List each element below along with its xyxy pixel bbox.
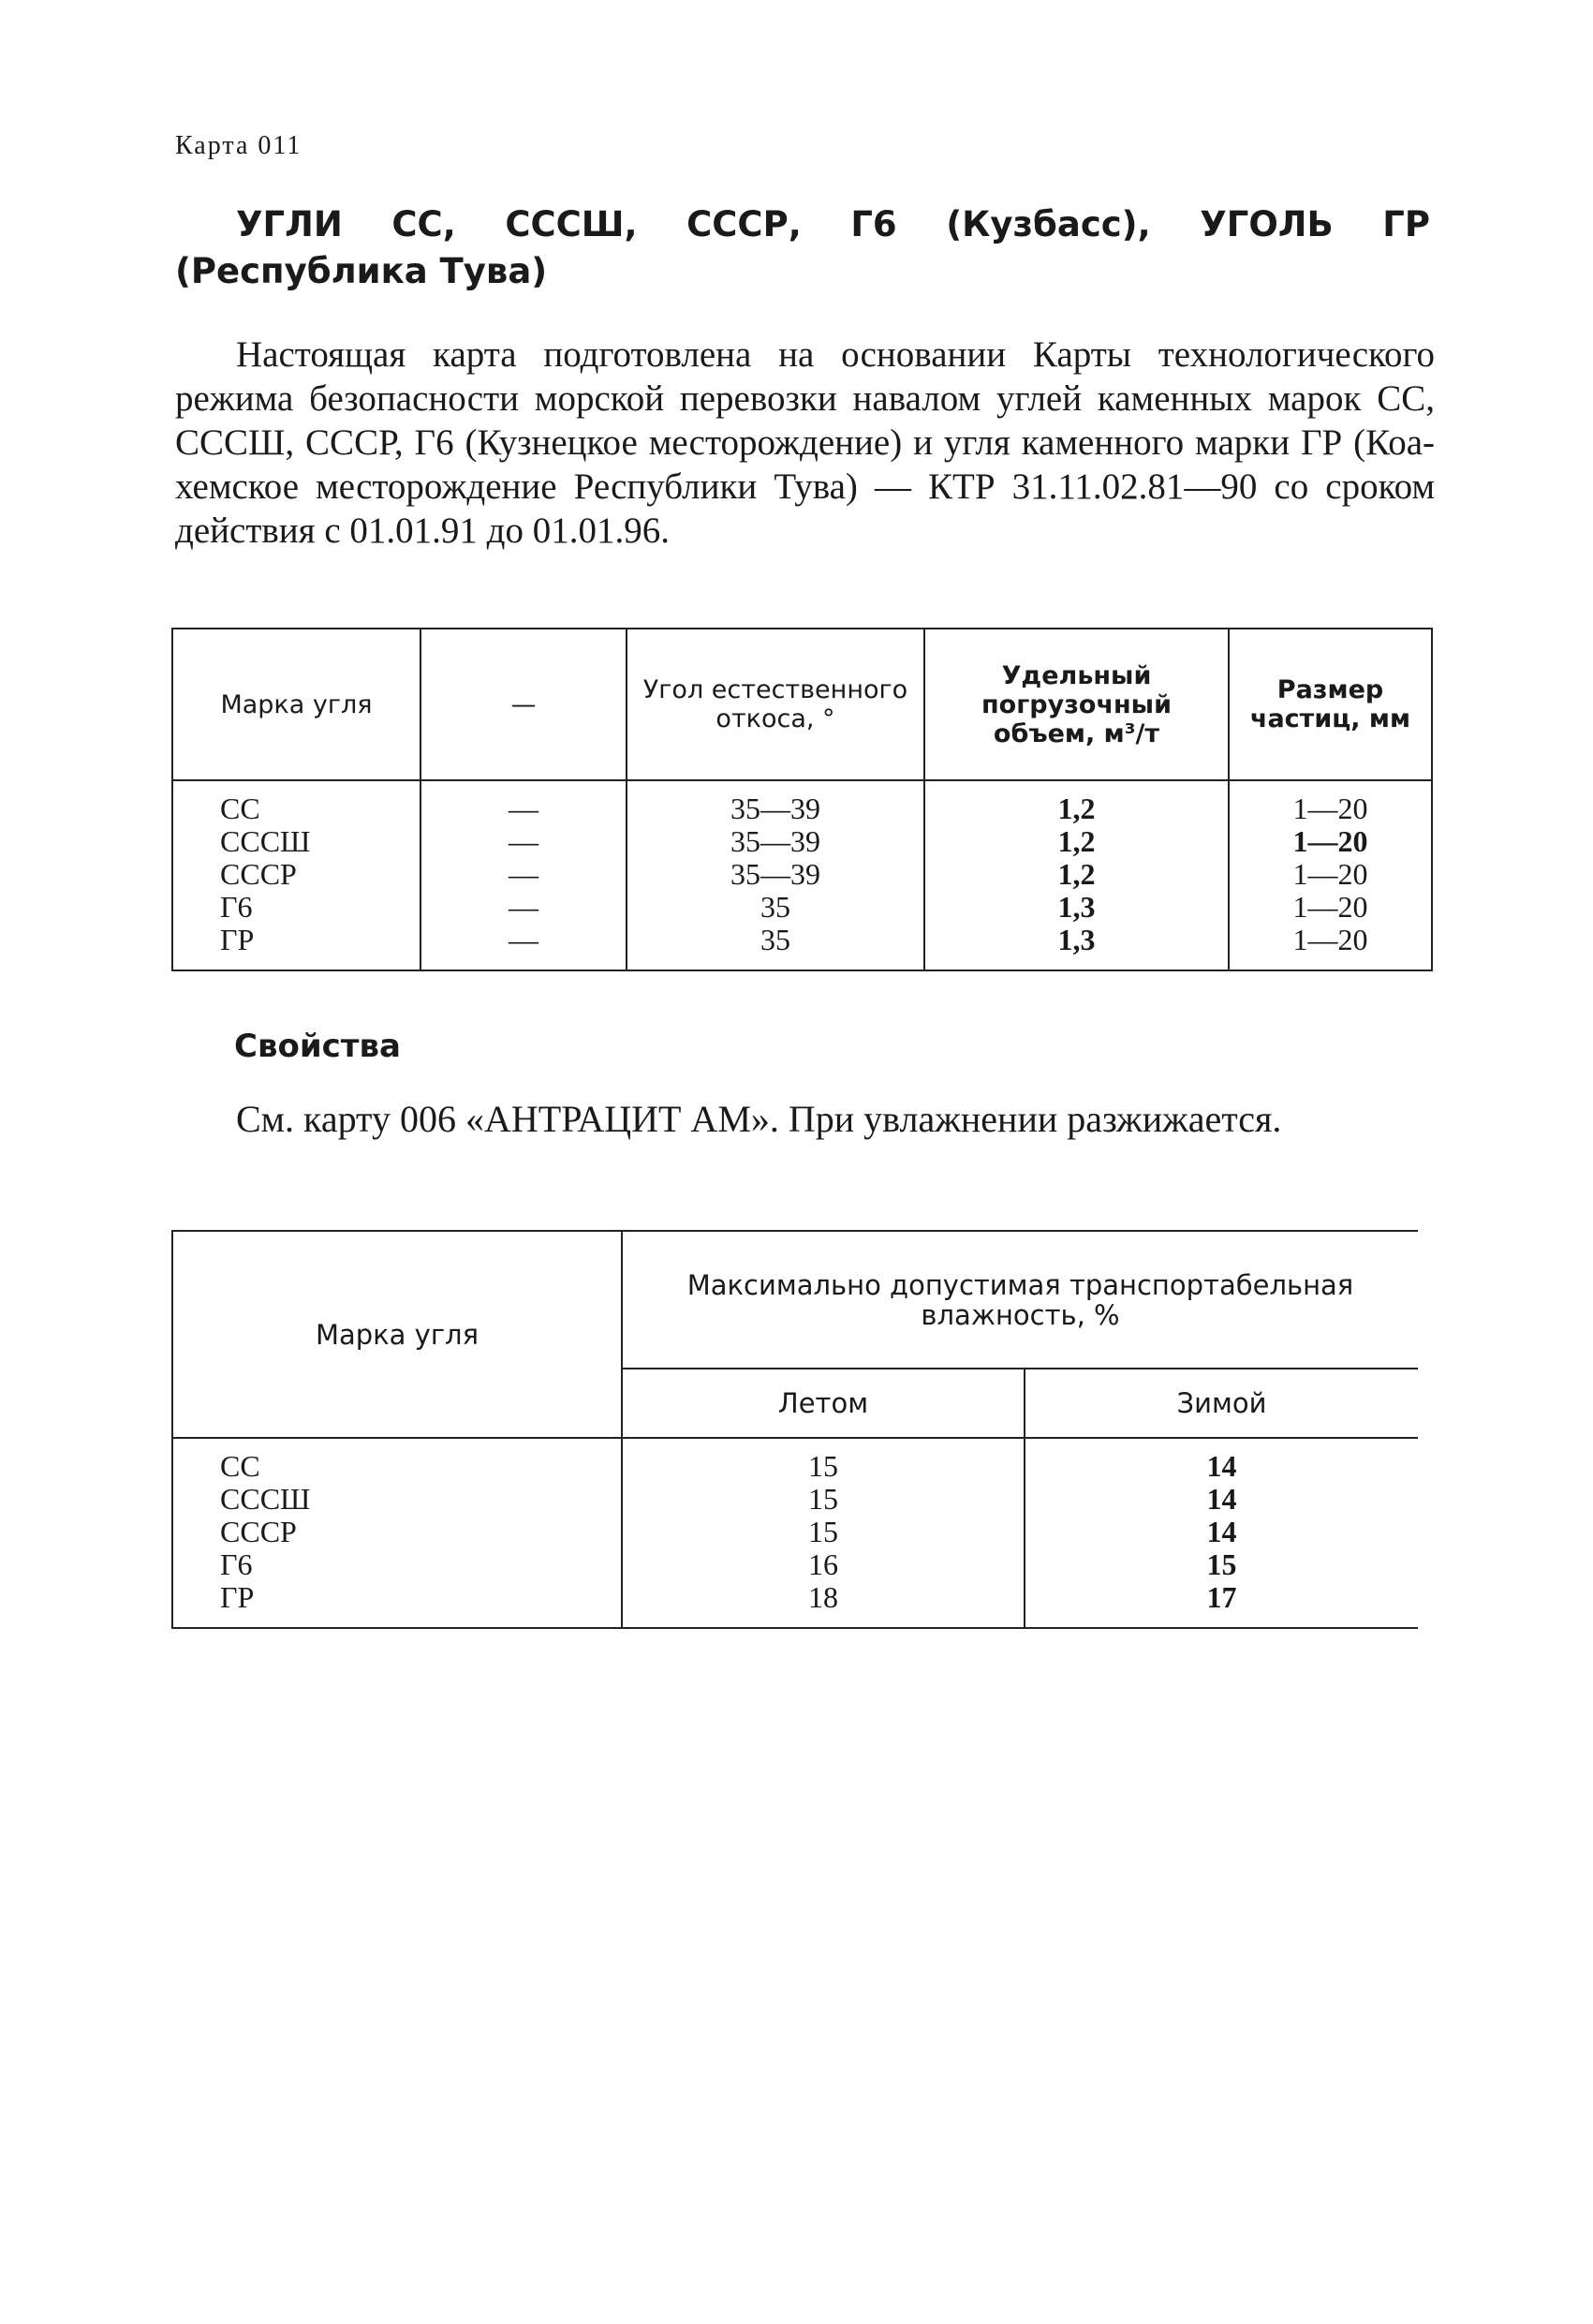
cell-brand: Г6 (172, 1548, 622, 1581)
table-row (172, 1548, 1418, 1581)
cell-summer: 16 (622, 1548, 1025, 1581)
table-row (172, 1581, 1418, 1628)
cell-size: 1—20 (1229, 780, 1432, 825)
coal-parameters-table (171, 628, 1433, 971)
document-title: УГЛИ СС, СССШ, СССР, Г6 (Кузбасс), УГОЛЬ ГР (Республика Тува) (175, 204, 1430, 291)
cell-dash: — (420, 780, 627, 825)
cell-brand: СССШ (172, 1483, 622, 1516)
cell-brand: СССР (172, 1516, 622, 1548)
header-winter: Зимой (1025, 1369, 1418, 1438)
table-row (172, 1438, 1418, 1483)
table-row (172, 924, 1432, 970)
cell-brand: ГР (172, 924, 420, 970)
cell-volume: 1,3 (924, 924, 1229, 970)
cell-brand: СС (172, 1438, 622, 1483)
cell-dash: — (420, 891, 627, 924)
table-row (172, 825, 1432, 858)
cell-angle: 35 (627, 891, 924, 924)
cell-size: 1—20 (1229, 891, 1432, 924)
header-repose-angle: Угол естественного откоса, ° (627, 629, 924, 780)
properties-heading: Свойства (234, 1028, 401, 1065)
cell-volume: 1,3 (924, 891, 1229, 924)
properties-paragraph: См. карту 006 «АНТРАЦИТ АМ». При увлажнении разжижается. (236, 1098, 1282, 1140)
cell-brand: СС (172, 780, 420, 825)
cell-volume: 1,2 (924, 858, 1229, 891)
cell-brand: СССШ (172, 825, 420, 858)
header-coal-brand: Марка угля (172, 1231, 622, 1438)
cell-summer: 15 (622, 1438, 1025, 1483)
cell-dash: — (420, 924, 627, 970)
moisture-limit-table (171, 1230, 1418, 1629)
table-row (172, 1516, 1418, 1548)
header-dash: — (420, 629, 627, 780)
cell-volume: 1,2 (924, 825, 1229, 858)
table-row (172, 1483, 1418, 1516)
cell-winter: 17 (1025, 1581, 1418, 1628)
header-max-moisture: Максимально допустимая транспортабельная влажность, % (622, 1231, 1418, 1369)
cell-size: 1—20 (1229, 924, 1432, 970)
intro-paragraph: Настоящая карта подготовлена на основании Карты технологического режима безопасности морской перевозки навалом углей каменных марок СС, СССШ, СССР, Г6 (Кузнецкое месторождение) и угля каменного марки ГР (Коа-хемское месторождение Республики Тува) — КТР 31.11.02.81—90 со сроком действия с 01.01.91 до 01.01.96. (175, 334, 1435, 551)
cell-brand: СССР (172, 858, 420, 891)
cell-angle: 35—39 (627, 825, 924, 858)
cell-dash: — (420, 858, 627, 891)
cell-angle: 35—39 (627, 780, 924, 825)
header-particle-size: Размер частиц, мм (1229, 629, 1432, 780)
table-row (172, 891, 1432, 924)
cell-winter: 15 (1025, 1548, 1418, 1581)
cell-size: 1—20 (1229, 858, 1432, 891)
cell-summer: 15 (622, 1516, 1025, 1548)
card-label: Карта 011 (175, 131, 302, 160)
cell-winter: 14 (1025, 1516, 1418, 1548)
cell-angle: 35 (627, 924, 924, 970)
cell-winter: 14 (1025, 1438, 1418, 1483)
cell-brand: ГР (172, 1581, 622, 1628)
table-header-row (172, 1231, 1418, 1369)
table-row (172, 858, 1432, 891)
cell-volume: 1,2 (924, 780, 1229, 825)
cell-summer: 15 (622, 1483, 1025, 1516)
cell-summer: 18 (622, 1581, 1025, 1628)
cell-size: 1—20 (1229, 825, 1432, 858)
table-row (172, 780, 1432, 825)
header-coal-brand: Марка угля (172, 629, 420, 780)
cell-dash: — (420, 825, 627, 858)
header-stowage-factor: Удельный погрузочный объем, м³/т (924, 629, 1229, 780)
cell-winter: 14 (1025, 1483, 1418, 1516)
table-header-row (172, 629, 1432, 780)
cell-brand: Г6 (172, 891, 420, 924)
header-summer: Летом (622, 1369, 1025, 1438)
cell-angle: 35—39 (627, 858, 924, 891)
